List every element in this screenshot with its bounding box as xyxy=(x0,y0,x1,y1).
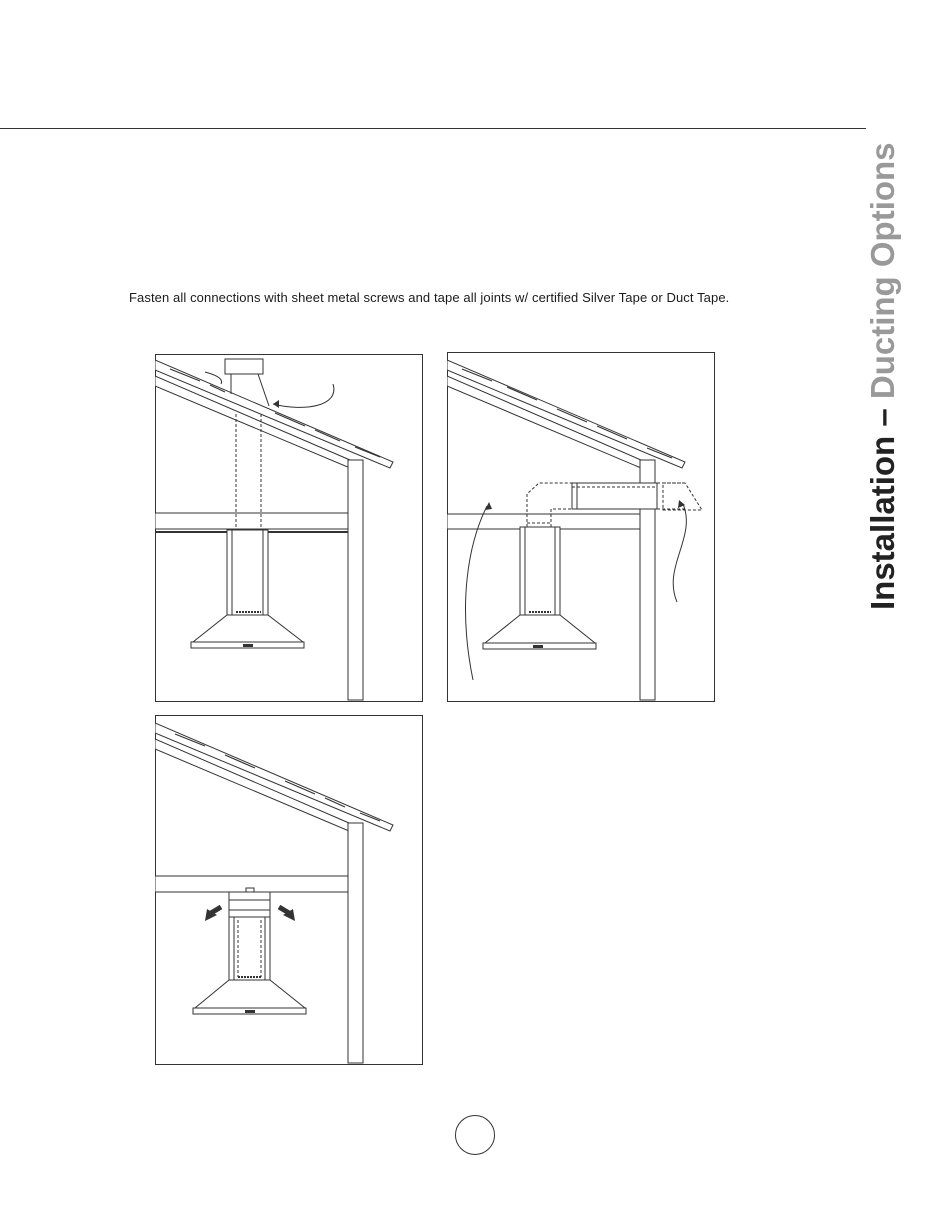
section-title xyxy=(866,142,899,610)
diagram-recirculating xyxy=(155,715,423,1065)
diagram-roof-vent xyxy=(155,354,423,702)
recirculating-illustration xyxy=(155,715,423,1065)
wall-vent-illustration xyxy=(447,352,715,702)
section-title-sub: Ducting Options xyxy=(864,142,901,400)
header-rule xyxy=(0,128,866,129)
roof-vent-illustration xyxy=(155,354,423,702)
instruction-text: Fasten all connections with sheet metal screws and tape all joints w/ certified Silver Tape or Duct Tape. xyxy=(129,290,730,305)
section-title-main: Installation – xyxy=(864,408,901,610)
diagram-wall-vent xyxy=(447,352,715,702)
page-number-circle xyxy=(455,1115,495,1155)
